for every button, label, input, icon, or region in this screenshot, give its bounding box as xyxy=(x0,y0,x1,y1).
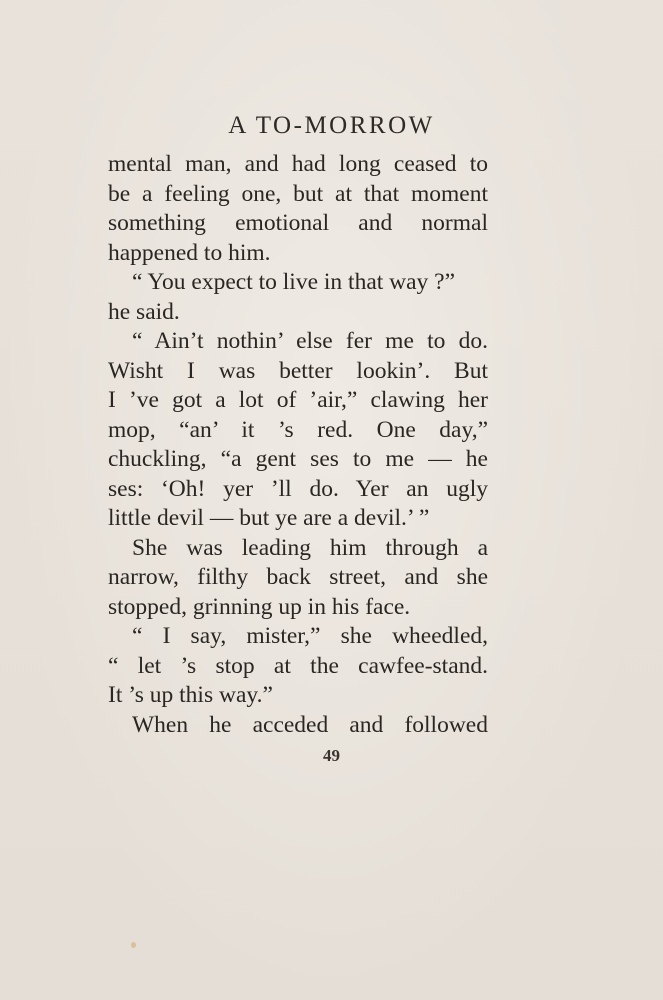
text-line: When he acceded and followed xyxy=(132,711,488,738)
text-line: he said. xyxy=(108,298,180,325)
text-line: narrow, filthy back street, and she xyxy=(108,564,488,590)
page-number: 49 xyxy=(323,746,340,765)
text-line: “ let ’s stop at the cawfee-stand. xyxy=(108,652,488,679)
paper-speck xyxy=(131,942,136,948)
running-head: A TO-MORROW xyxy=(228,112,435,139)
text-line: It ’s up this way.” xyxy=(108,682,273,708)
text-line: chuckling, “a gent ses to me — he xyxy=(108,446,488,472)
text-line: something emotional and normal xyxy=(108,210,488,236)
text-line: She was leading him through a xyxy=(132,534,488,561)
text-line: “ I say, mister,” she wheedled, xyxy=(132,623,488,649)
text-line: be a feeling one, but at that moment xyxy=(108,180,488,207)
text-line: stopped, grinning up in his face. xyxy=(108,593,411,620)
text-line: ses: ‘Oh! yer ’ll do. Yer an ugly xyxy=(108,475,488,502)
text-line: Wisht I was better lookin’. But xyxy=(108,357,488,384)
text-line: mop, “an’ it ’s red. One day,” xyxy=(108,416,488,443)
text-line: I ’ve got a lot of ’air,” clawing her xyxy=(108,387,488,413)
text-line: “ Ain’t nothin’ else fer me to do. xyxy=(132,328,488,354)
body-text xyxy=(108,150,488,740)
text-line: happened to him. xyxy=(108,239,271,266)
text-line: mental man, and had long ceased to xyxy=(108,151,488,177)
text-line: “ You expect to live in that way ?” xyxy=(132,269,456,295)
text-line: little devil — but ye are a devil.’ ” xyxy=(108,505,430,531)
